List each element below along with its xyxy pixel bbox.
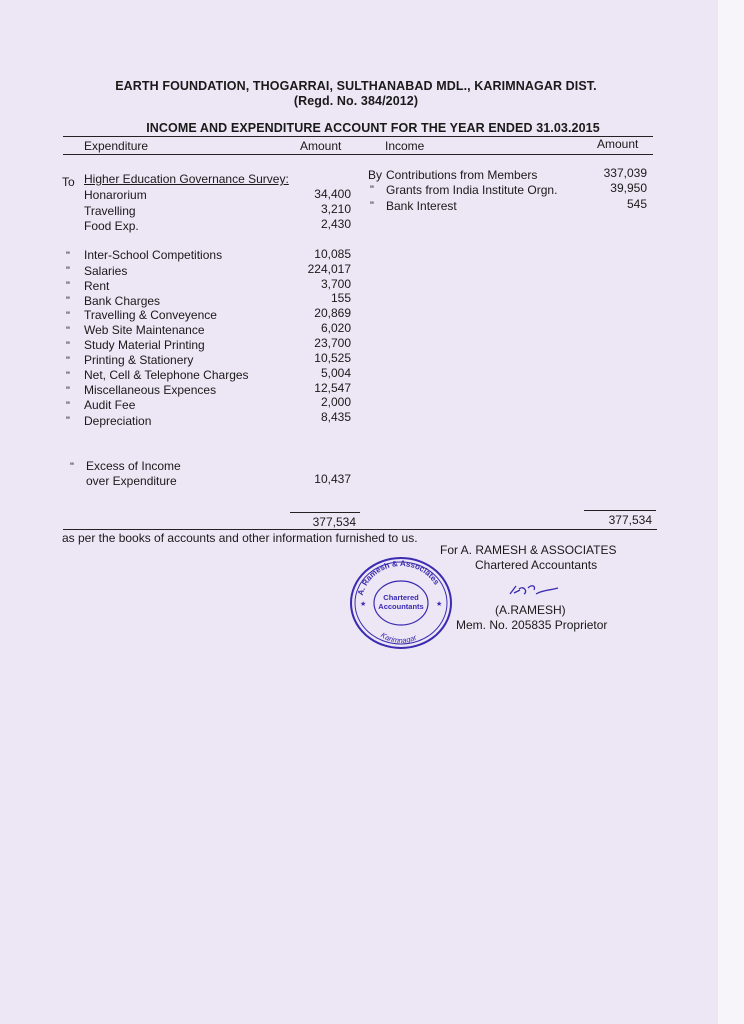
expense-item-label: Net, Cell & Telephone Charges — [84, 368, 249, 382]
ditto-mark: " — [66, 280, 70, 292]
signature — [506, 580, 562, 604]
excess-amount: 10,437 — [314, 472, 351, 486]
amount-left-column-header: Amount — [300, 139, 342, 153]
firm-type: Chartered Accountants — [475, 558, 598, 572]
survey-item-label: Travelling — [84, 204, 136, 218]
page-edge — [718, 0, 744, 1024]
income-total: 377,534 — [608, 513, 652, 527]
expense-item-amount: 23,700 — [314, 336, 351, 350]
ditto-mark: " — [66, 250, 70, 262]
expense-item-amount: 10,085 — [314, 247, 351, 261]
chartered-accountants-stamp — [348, 556, 454, 650]
right-total-top-rule — [584, 510, 656, 511]
ditto-mark: " — [66, 325, 70, 337]
account-title: INCOME AND EXPENDITURE ACCOUNT FOR THE YEAR ENDED 31.03.2015 — [146, 121, 600, 135]
expense-item-amount: 155 — [330, 291, 351, 305]
expense-item-label: Bank Charges — [84, 294, 161, 308]
expense-item-label: Depreciation — [84, 414, 152, 428]
expense-item-amount: 12,547 — [314, 381, 351, 395]
amount-right-column-header: Amount — [597, 137, 639, 151]
expenditure-total: 377,534 — [312, 515, 356, 529]
income-item-label: Grants from India Institute Orgn. — [386, 183, 558, 197]
ditto-mark: " — [66, 355, 70, 367]
signatory-name: (A.RAMESH) — [495, 603, 566, 617]
survey-item-amount: 3,210 — [320, 202, 351, 216]
income-item-amount: 337,039 — [603, 166, 647, 180]
stamp-center-line1: Chartered — [383, 593, 419, 602]
ditto-mark: " — [66, 370, 70, 382]
svg-text:Karimnagar — [379, 630, 418, 645]
stamp-center-line2: Accountants — [378, 602, 424, 611]
expense-item-label: Study Material Printing — [84, 338, 205, 352]
survey-item-amount: 34,400 — [314, 187, 351, 201]
ditto-mark: " — [66, 265, 70, 277]
income-item-label: Bank Interest — [386, 199, 457, 213]
survey-item-label: Food Exp. — [84, 219, 139, 233]
ditto-mark: " — [66, 295, 70, 307]
expense-item-amount: 6,020 — [320, 321, 351, 335]
header-bottom-rule — [63, 154, 653, 155]
excess-label-line2: over Expenditure — [86, 474, 177, 488]
expense-item-label: Rent — [84, 279, 110, 293]
expense-item-label: Printing & Stationery — [84, 353, 194, 367]
expense-item-label: Web Site Maintenance — [84, 323, 205, 337]
survey-item-label: Honarorium — [84, 188, 147, 202]
membership-number: Mem. No. 205835 Proprietor — [456, 618, 608, 632]
survey-heading: Higher Education Governance Survey: — [84, 172, 289, 186]
totals-bottom-rule — [63, 529, 657, 530]
income-column-header: Income — [385, 139, 425, 153]
ditto-mark: " — [370, 200, 374, 212]
expense-item-amount: 20,869 — [314, 306, 351, 320]
expenditure-column-header: Expenditure — [84, 139, 149, 153]
expense-item-label: Miscellaneous Expences — [84, 383, 217, 397]
ditto-mark: " — [66, 385, 70, 397]
expense-item-amount: 8,435 — [320, 410, 351, 424]
stamp-star-icon: ★ — [436, 601, 443, 608]
ditto-mark: " — [66, 415, 70, 427]
organization-title: EARTH FOUNDATION, THOGARRAI, SULTHANABAD MDL., KARIMNAGAR DIST. — [115, 79, 597, 93]
certification-note: as per the books of accounts and other information furnished to us. — [62, 531, 418, 545]
stamp-ring-text: A. Ramesh & Associates — [355, 558, 442, 597]
excess-label-line1: Excess of Income — [86, 459, 181, 473]
expense-item-amount: 2,000 — [320, 395, 351, 409]
stamp-star-icon: ★ — [360, 601, 367, 608]
registration-number: (Regd. No. 384/2012) — [293, 94, 419, 108]
expense-item-amount: 3,700 — [320, 277, 351, 291]
expense-item-label: Audit Fee — [84, 398, 136, 412]
to-label: To — [62, 175, 75, 189]
income-item-label: Contributions from Members — [386, 168, 538, 182]
expense-item-label: Inter-School Competitions — [84, 248, 223, 262]
ditto-mark: " — [66, 340, 70, 352]
expense-item-amount: 10,525 — [314, 351, 351, 365]
survey-item-amount: 2,430 — [320, 217, 351, 231]
expense-item-amount: 5,004 — [320, 366, 351, 380]
expense-item-label: Travelling & Conveyence — [84, 308, 217, 322]
income-item-amount: 39,950 — [610, 181, 647, 195]
stamp-bottom-text: Karimnagar — [379, 630, 418, 646]
ditto-mark: " — [70, 461, 74, 473]
expense-item-amount: 224,017 — [307, 262, 351, 276]
left-total-top-rule — [290, 512, 360, 513]
expense-item-label: Salaries — [84, 264, 128, 278]
ditto-mark: " — [66, 400, 70, 412]
income-item-amount: 545 — [626, 197, 647, 211]
by-label: By — [368, 168, 383, 182]
header-top-rule — [63, 136, 653, 137]
ditto-mark: " — [66, 310, 70, 322]
ditto-mark: " — [370, 184, 374, 196]
firm-name: For A. RAMESH & ASSOCIATES — [440, 543, 617, 557]
